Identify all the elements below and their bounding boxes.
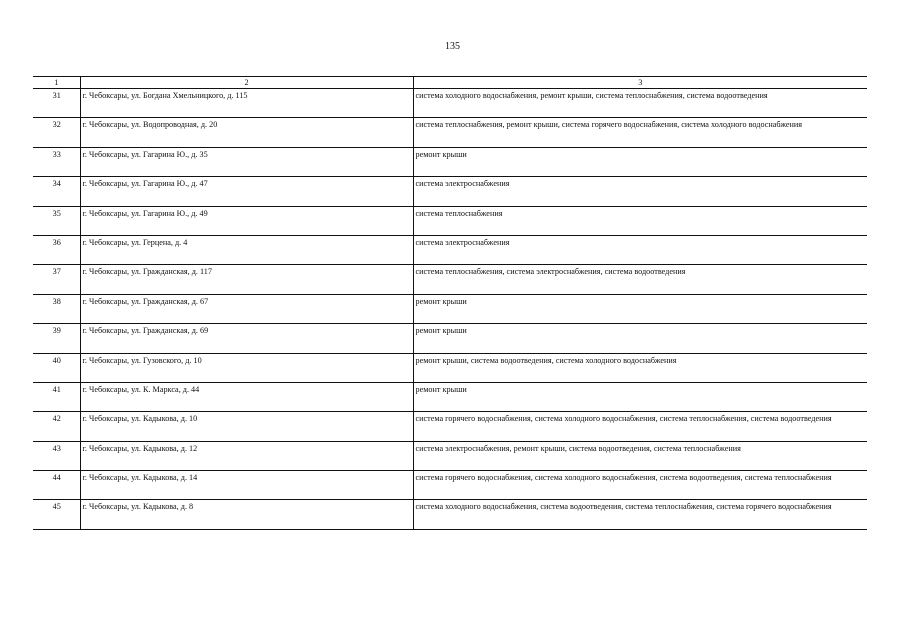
row-works: система горячего водоснабжения, система холодного водоснабжения, система теплоснабжения, система водоотведения [413,412,867,441]
row-works: система холодного водоснабжения, ремонт крыши, система теплоснабжения, система водоотведения [413,89,867,118]
table-row [33,147,867,176]
row-works: ремонт крыши [413,294,867,323]
row-address: г. Чебоксары, ул. Гагарина Ю., д. 47 [80,177,413,206]
header-row [33,77,867,89]
row-address: г. Чебоксары, ул. Кадыкова, д. 12 [80,441,413,470]
row-works: система горячего водоснабжения, система холодного водоснабжения, система водоотведения, система теплоснабжения [413,471,867,500]
row-number: 39 [33,324,80,353]
row-works: система холодного водоснабжения, система водоотведения, система теплоснабжения, система горячего водоснабжения [413,500,867,529]
table-row [33,118,867,147]
table-row [33,441,867,470]
row-address: г. Чебоксары, ул. Гражданская, д. 67 [80,294,413,323]
row-number: 31 [33,89,80,118]
row-number: 38 [33,294,80,323]
row-number: 37 [33,265,80,294]
row-address: г. Чебоксары, ул. Кадыкова, д. 14 [80,471,413,500]
column-header-number: 1 [33,77,80,89]
table-row [33,324,867,353]
row-works: ремонт крыши [413,147,867,176]
row-address: г. Чебоксары, ул. Гузовского, д. 10 [80,353,413,382]
row-number: 44 [33,471,80,500]
table-body [33,89,867,530]
row-address: г. Чебоксары, ул. Кадыкова, д. 8 [80,500,413,529]
row-works: система электроснабжения, ремонт крыши, система водоотведения, система теплоснабжения [413,441,867,470]
row-address: г. Чебоксары, ул. Богдана Хмельницкого, д. 115 [80,89,413,118]
row-number: 32 [33,118,80,147]
row-number: 40 [33,353,80,382]
column-header-address: 2 [80,77,413,89]
row-number: 43 [33,441,80,470]
row-address: г. Чебоксары, ул. Гагарина Ю., д. 49 [80,206,413,235]
row-works: система теплоснабжения, система электроснабжения, система водоотведения [413,265,867,294]
row-address: г. Чебоксары, ул. Герцена, д. 4 [80,235,413,264]
row-address: г. Чебоксары, ул. Гагарина Ю., д. 35 [80,147,413,176]
row-address: г. Чебоксары, ул. К. Маркса, д. 44 [80,382,413,411]
page-number: 135 [445,41,460,52]
row-works: ремонт крыши [413,324,867,353]
row-number: 41 [33,382,80,411]
table-row [33,412,867,441]
row-number: 45 [33,500,80,529]
table-row [33,353,867,382]
row-number: 33 [33,147,80,176]
table-row [33,294,867,323]
table-row [33,382,867,411]
row-works: система электроснабжения [413,177,867,206]
row-number: 42 [33,412,80,441]
table-row [33,500,867,529]
table-row [33,206,867,235]
buildings-table [33,76,867,530]
column-header-works: 3 [413,77,867,89]
row-works: система теплоснабжения, ремонт крыши, система горячего водоснабжения, система холодного водоснабжения [413,118,867,147]
table-row [33,235,867,264]
row-address: г. Чебоксары, ул. Гражданская, д. 69 [80,324,413,353]
row-number: 34 [33,177,80,206]
row-number: 36 [33,235,80,264]
row-address: г. Чебоксары, ул. Кадыкова, д. 10 [80,412,413,441]
row-address: г. Чебоксары, ул. Гражданская, д. 117 [80,265,413,294]
table-row [33,177,867,206]
row-works: ремонт крыши [413,382,867,411]
table-row [33,89,867,118]
table-row [33,265,867,294]
row-number: 35 [33,206,80,235]
table-row [33,471,867,500]
row-works: система электроснабжения [413,235,867,264]
row-address: г. Чебоксары, ул. Водопроводная, д. 20 [80,118,413,147]
row-works: система теплоснабжения [413,206,867,235]
table-header [33,77,867,89]
row-works: ремонт крыши, система водоотведения, система холодного водоснабжения [413,353,867,382]
